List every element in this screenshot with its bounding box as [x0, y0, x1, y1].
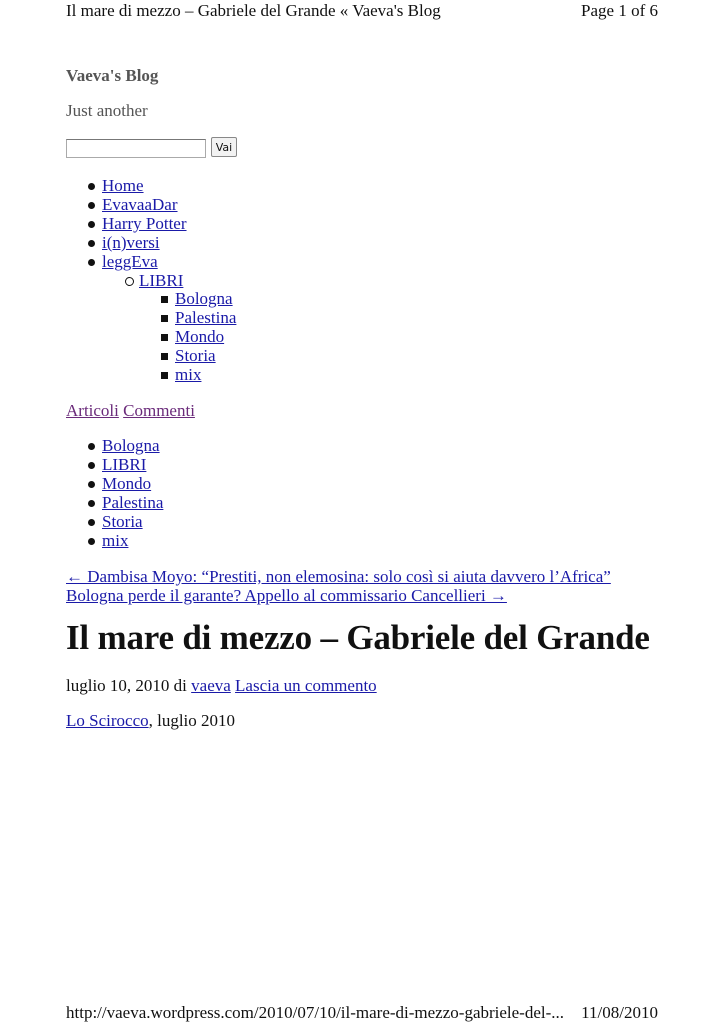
category-item	[102, 493, 163, 512]
author-link[interactable]: vaeva	[191, 676, 231, 695]
tab-comments[interactable]: Commenti	[123, 401, 195, 420]
blog-tagline: Just another	[66, 101, 148, 120]
next-post-link[interactable]: Bologna perde il garante? Appello al commissario Cancellieri →	[66, 586, 507, 605]
bullet-icon	[88, 221, 95, 228]
post-navigation	[66, 567, 611, 605]
nav-item-evavaadar	[102, 195, 187, 214]
nav-item-mix	[175, 365, 236, 384]
bullet-square-icon	[161, 353, 168, 360]
page-url: http://vaeva.wordpress.com/2010/07/10/il-mare-di-mezzo-gabriele-del-...	[66, 1003, 565, 1022]
nav-item-leggeva	[102, 252, 187, 271]
nav-link-mix[interactable]: mix	[175, 365, 202, 384]
nav-link-libri[interactable]: LIBRI	[139, 271, 184, 290]
bullet-square-icon	[161, 296, 168, 303]
nav-item-palestina	[175, 308, 236, 327]
document-title: Il mare di mezzo – Gabriele del Grande « Vaeva's Blog	[66, 1, 441, 20]
print-footer	[66, 1001, 658, 1025]
page-indicator: Page 1 of 6	[581, 1, 658, 20]
category-link-palestina[interactable]: Palestina	[102, 493, 164, 512]
category-item	[102, 474, 163, 493]
category-link-bologna[interactable]: Bologna	[102, 436, 160, 455]
nav-item-mondo	[175, 327, 236, 346]
nav-item-home	[102, 176, 187, 195]
tab-articles[interactable]: Articoli	[66, 401, 119, 420]
bullet-icon	[88, 538, 95, 545]
bullet-icon	[88, 519, 95, 526]
search-button[interactable]: Vai	[211, 137, 237, 157]
bullet-square-icon	[161, 315, 168, 322]
post-meta	[66, 676, 377, 696]
nav-link-palestina[interactable]: Palestina	[175, 308, 237, 327]
category-item	[102, 512, 163, 531]
nav-item-harry-potter	[102, 214, 187, 233]
main-nav	[102, 176, 187, 271]
bullet-icon	[88, 259, 95, 266]
bullet-icon	[88, 481, 95, 488]
post-date: luglio 10, 2010 di	[66, 676, 187, 695]
bullet-icon	[88, 240, 95, 247]
bullet-icon	[88, 183, 95, 190]
previous-post-link[interactable]: ← Dambisa Moyo: “Prestiti, non elemosina: solo così si aiuta davvero l’Africa”	[66, 567, 611, 586]
nav-item-libri	[139, 271, 183, 290]
nav-link-home[interactable]: Home	[102, 176, 144, 195]
nav-link-bologna[interactable]: Bologna	[175, 289, 233, 308]
print-date: 11/08/2010	[581, 1003, 658, 1022]
search-input[interactable]	[66, 139, 206, 158]
nav-link-storia[interactable]: Storia	[175, 346, 216, 365]
category-item	[102, 436, 163, 455]
category-item	[102, 455, 163, 474]
bullet-square-icon	[161, 372, 168, 379]
nav-link-harry-potter[interactable]: Harry Potter	[102, 214, 187, 233]
category-link-storia[interactable]: Storia	[102, 512, 143, 531]
leave-comment-link[interactable]: Lascia un commento	[235, 676, 377, 695]
bullet-icon	[88, 202, 95, 209]
nav-subsublist	[175, 289, 236, 384]
nav-item-inversi	[102, 233, 187, 252]
categories-list	[102, 436, 163, 550]
nav-link-mondo[interactable]: Mondo	[175, 327, 225, 346]
source-link[interactable]: Lo Scirocco	[66, 711, 149, 730]
feed-tabs	[66, 401, 195, 421]
bullet-icon	[88, 462, 95, 469]
nav-item-storia	[175, 346, 236, 365]
nav-sublist	[139, 271, 183, 290]
post-body	[66, 711, 235, 731]
blog-name[interactable]: Vaeva's Blog	[66, 66, 159, 85]
bullet-circle-icon	[125, 277, 134, 286]
source-date: , luglio 2010	[148, 711, 236, 730]
nav-link-evavaadar[interactable]: EvavaaDar	[102, 195, 178, 214]
post-title: Il mare di mezzo – Gabriele del Grande	[66, 618, 650, 657]
bullet-icon	[88, 443, 95, 450]
category-link-mix[interactable]: mix	[102, 531, 129, 550]
nav-link-inversi[interactable]: i(n)versi	[102, 233, 160, 252]
nav-item-bologna	[175, 289, 236, 308]
bullet-square-icon	[161, 334, 168, 341]
category-link-libri[interactable]: LIBRI	[102, 455, 147, 474]
print-header	[66, 0, 658, 24]
bullet-icon	[88, 500, 95, 507]
category-item	[102, 531, 163, 550]
category-link-mondo[interactable]: Mondo	[102, 474, 152, 493]
nav-link-leggeva[interactable]: leggEva	[102, 252, 158, 271]
